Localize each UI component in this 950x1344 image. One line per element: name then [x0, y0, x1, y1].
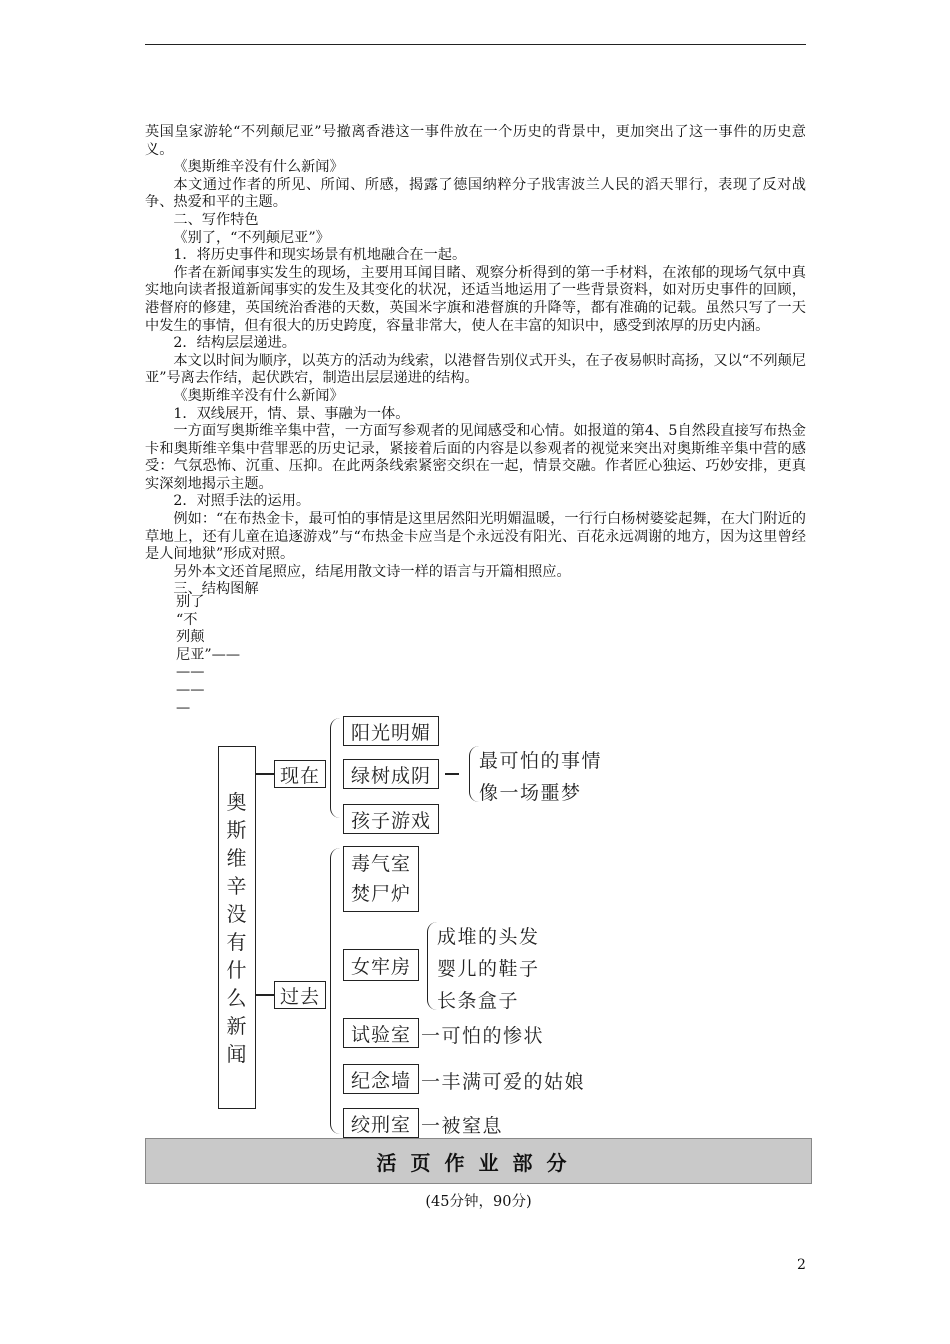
- paragraph: 另外本文还首尾照应，结尾用散文诗一样的语言与开篇相照应。: [173, 563, 571, 580]
- women-note: 婴儿的鞋子: [437, 958, 540, 980]
- gas-chamber-box: [343, 846, 419, 912]
- homework-banner: [145, 1138, 812, 1184]
- paragraph: 《奥斯维辛没有什么新闻》: [173, 159, 344, 176]
- root-char: 斯: [226, 817, 248, 842]
- paragraph: 例如：“在布热金卡，最可怕的事情是这里居然阳光明媚温暖，一行行白杨树婆娑起舞，在大门附近的草地上，还有儿童在追逐游戏”与“布热金卡应当是个永远没有阳光、百花永远凋谢的地方，因为这里曾经是人间地狱”形成对照。: [145, 511, 806, 563]
- connector-line: [445, 773, 459, 775]
- time-score-note: (45分钟，90分): [425, 1194, 532, 1210]
- root-char: 维: [226, 845, 248, 870]
- now-brace: [330, 718, 343, 818]
- paragraph: 1．双线展开，情、景、事融为一体。: [173, 405, 410, 422]
- women-prison-box: 女牢房: [343, 949, 419, 981]
- lab-note: 一可怕的惨状: [421, 1025, 545, 1047]
- stub-line: 列颠: [176, 629, 205, 646]
- women-note: 成堆的头发: [437, 926, 540, 948]
- stub-line: 尼亚”——: [176, 646, 241, 663]
- memorial-box: 纪念墙: [343, 1064, 419, 1094]
- diagram-root-box: [218, 746, 256, 1109]
- crematorium-label: 焚尸炉: [350, 883, 411, 905]
- root-char: 有: [226, 929, 248, 954]
- now-item-children: 孩子游戏: [343, 804, 439, 834]
- stub-line: ——: [176, 681, 205, 698]
- paragraph: 一方面写奥斯维辛集中营，一方面写参观者的见闻感受和心情。如报道的第4、5自然段直接写布热金卡和奥斯维辛集中营罪恶的历史记录，紧接着后面的内容是以参观者的视觉来突出对奥斯维辛集中营的感受：气氛恐怖、沉重、压抑。在此两条线索紧密交织在一起，情景交融。作者匠心独运、巧妙安排，更真实深刻地揭示主题。: [145, 423, 806, 492]
- section-heading: 三、结构图解: [173, 581, 259, 598]
- root-char: 奥: [226, 789, 248, 814]
- root-char: 没: [226, 901, 248, 926]
- paragraph: 本文以时间为顺序，以英方的活动为线索，以港督告别仪式开头，在子夜易帜时高扬，又以“不列颠尼亚”号离去作结，起伏跌宕，制造出层层递进的结构。: [145, 352, 806, 387]
- structure-diagram: [215, 712, 615, 1138]
- connector-line: [256, 994, 274, 996]
- stub-line: ——: [176, 664, 205, 681]
- green-note: 最可怕的事情: [479, 750, 603, 772]
- section-heading: 二、写作特色: [173, 211, 259, 228]
- body-text: [145, 124, 806, 599]
- paragraph: 作者在新闻事实发生的现场，主要用耳闻目睹、观察分析得到的第一手材料，在浓郁的现场气氛中真实地向读者报道新闻事实的发生及其变化的状况，还适当地运用了一些背景资料，如对历史事件的回顾，港督府的修建，英国统治香港的天数，英国米字旗和港督旗的升降等，都有准确的记载。虽然只写了一天中发生的事情，但有很大的历史跨度，容量非常大，使人在丰富的知识中，感受到浓厚的历史内涵。: [145, 264, 806, 334]
- page-number: 2: [797, 1257, 806, 1273]
- paragraph: 本文通过作者的所见、所闻、所感，揭露了德国纳粹分子戕害波兰人民的滔天罪行，表现了反对战争、热爱和平的主题。: [145, 176, 806, 211]
- paragraph: 《别了，“不列颠尼亚”》: [173, 229, 330, 246]
- paragraph: 2．对照手法的运用。: [173, 493, 311, 510]
- now-item-sunny: 阳光明媚: [343, 716, 439, 746]
- memorial-note: 一丰满可爱的姑娘: [421, 1071, 586, 1093]
- root-char: 闻: [226, 1041, 248, 1066]
- root-char: 什: [226, 957, 248, 982]
- now-item-green: 绿树成阴: [343, 759, 439, 789]
- past-brace: [330, 848, 343, 1134]
- paragraph: 《奥斯维辛没有什么新闻》: [173, 387, 344, 404]
- connector-line: [256, 773, 274, 775]
- paragraph: 英国皇家游轮“不列颠尼亚”号撤离香港这一事件放在一个历史的背景中，更加突出了这一事件的历史意义。: [145, 124, 806, 158]
- paragraph: 2．结构层层递进。: [173, 335, 296, 352]
- gallows-box: 绞刑室: [343, 1108, 419, 1138]
- root-char: 辛: [226, 873, 248, 898]
- now-box: 现在: [274, 760, 326, 788]
- lab-box: 试验室: [343, 1018, 419, 1048]
- women-note: 长条盒子: [437, 990, 520, 1012]
- root-char: 新: [226, 1013, 248, 1038]
- gas-chamber-label: 毒气室: [350, 853, 411, 875]
- past-box: 过去: [274, 981, 326, 1009]
- structure-stub: [176, 594, 296, 717]
- gallows-note: 一被窒息: [421, 1115, 504, 1137]
- header-rule: [145, 44, 806, 45]
- green-note: 像一场噩梦: [479, 782, 582, 804]
- root-char: 么: [226, 985, 248, 1010]
- banner-title: 活页作业部分: [376, 1150, 581, 1175]
- paragraph: 1．将历史事件和现实场景有机地融合在一起。: [173, 247, 467, 264]
- stub-line: —: [176, 699, 191, 716]
- stub-line: “不: [176, 611, 198, 628]
- stub-line: 别了: [176, 594, 205, 610]
